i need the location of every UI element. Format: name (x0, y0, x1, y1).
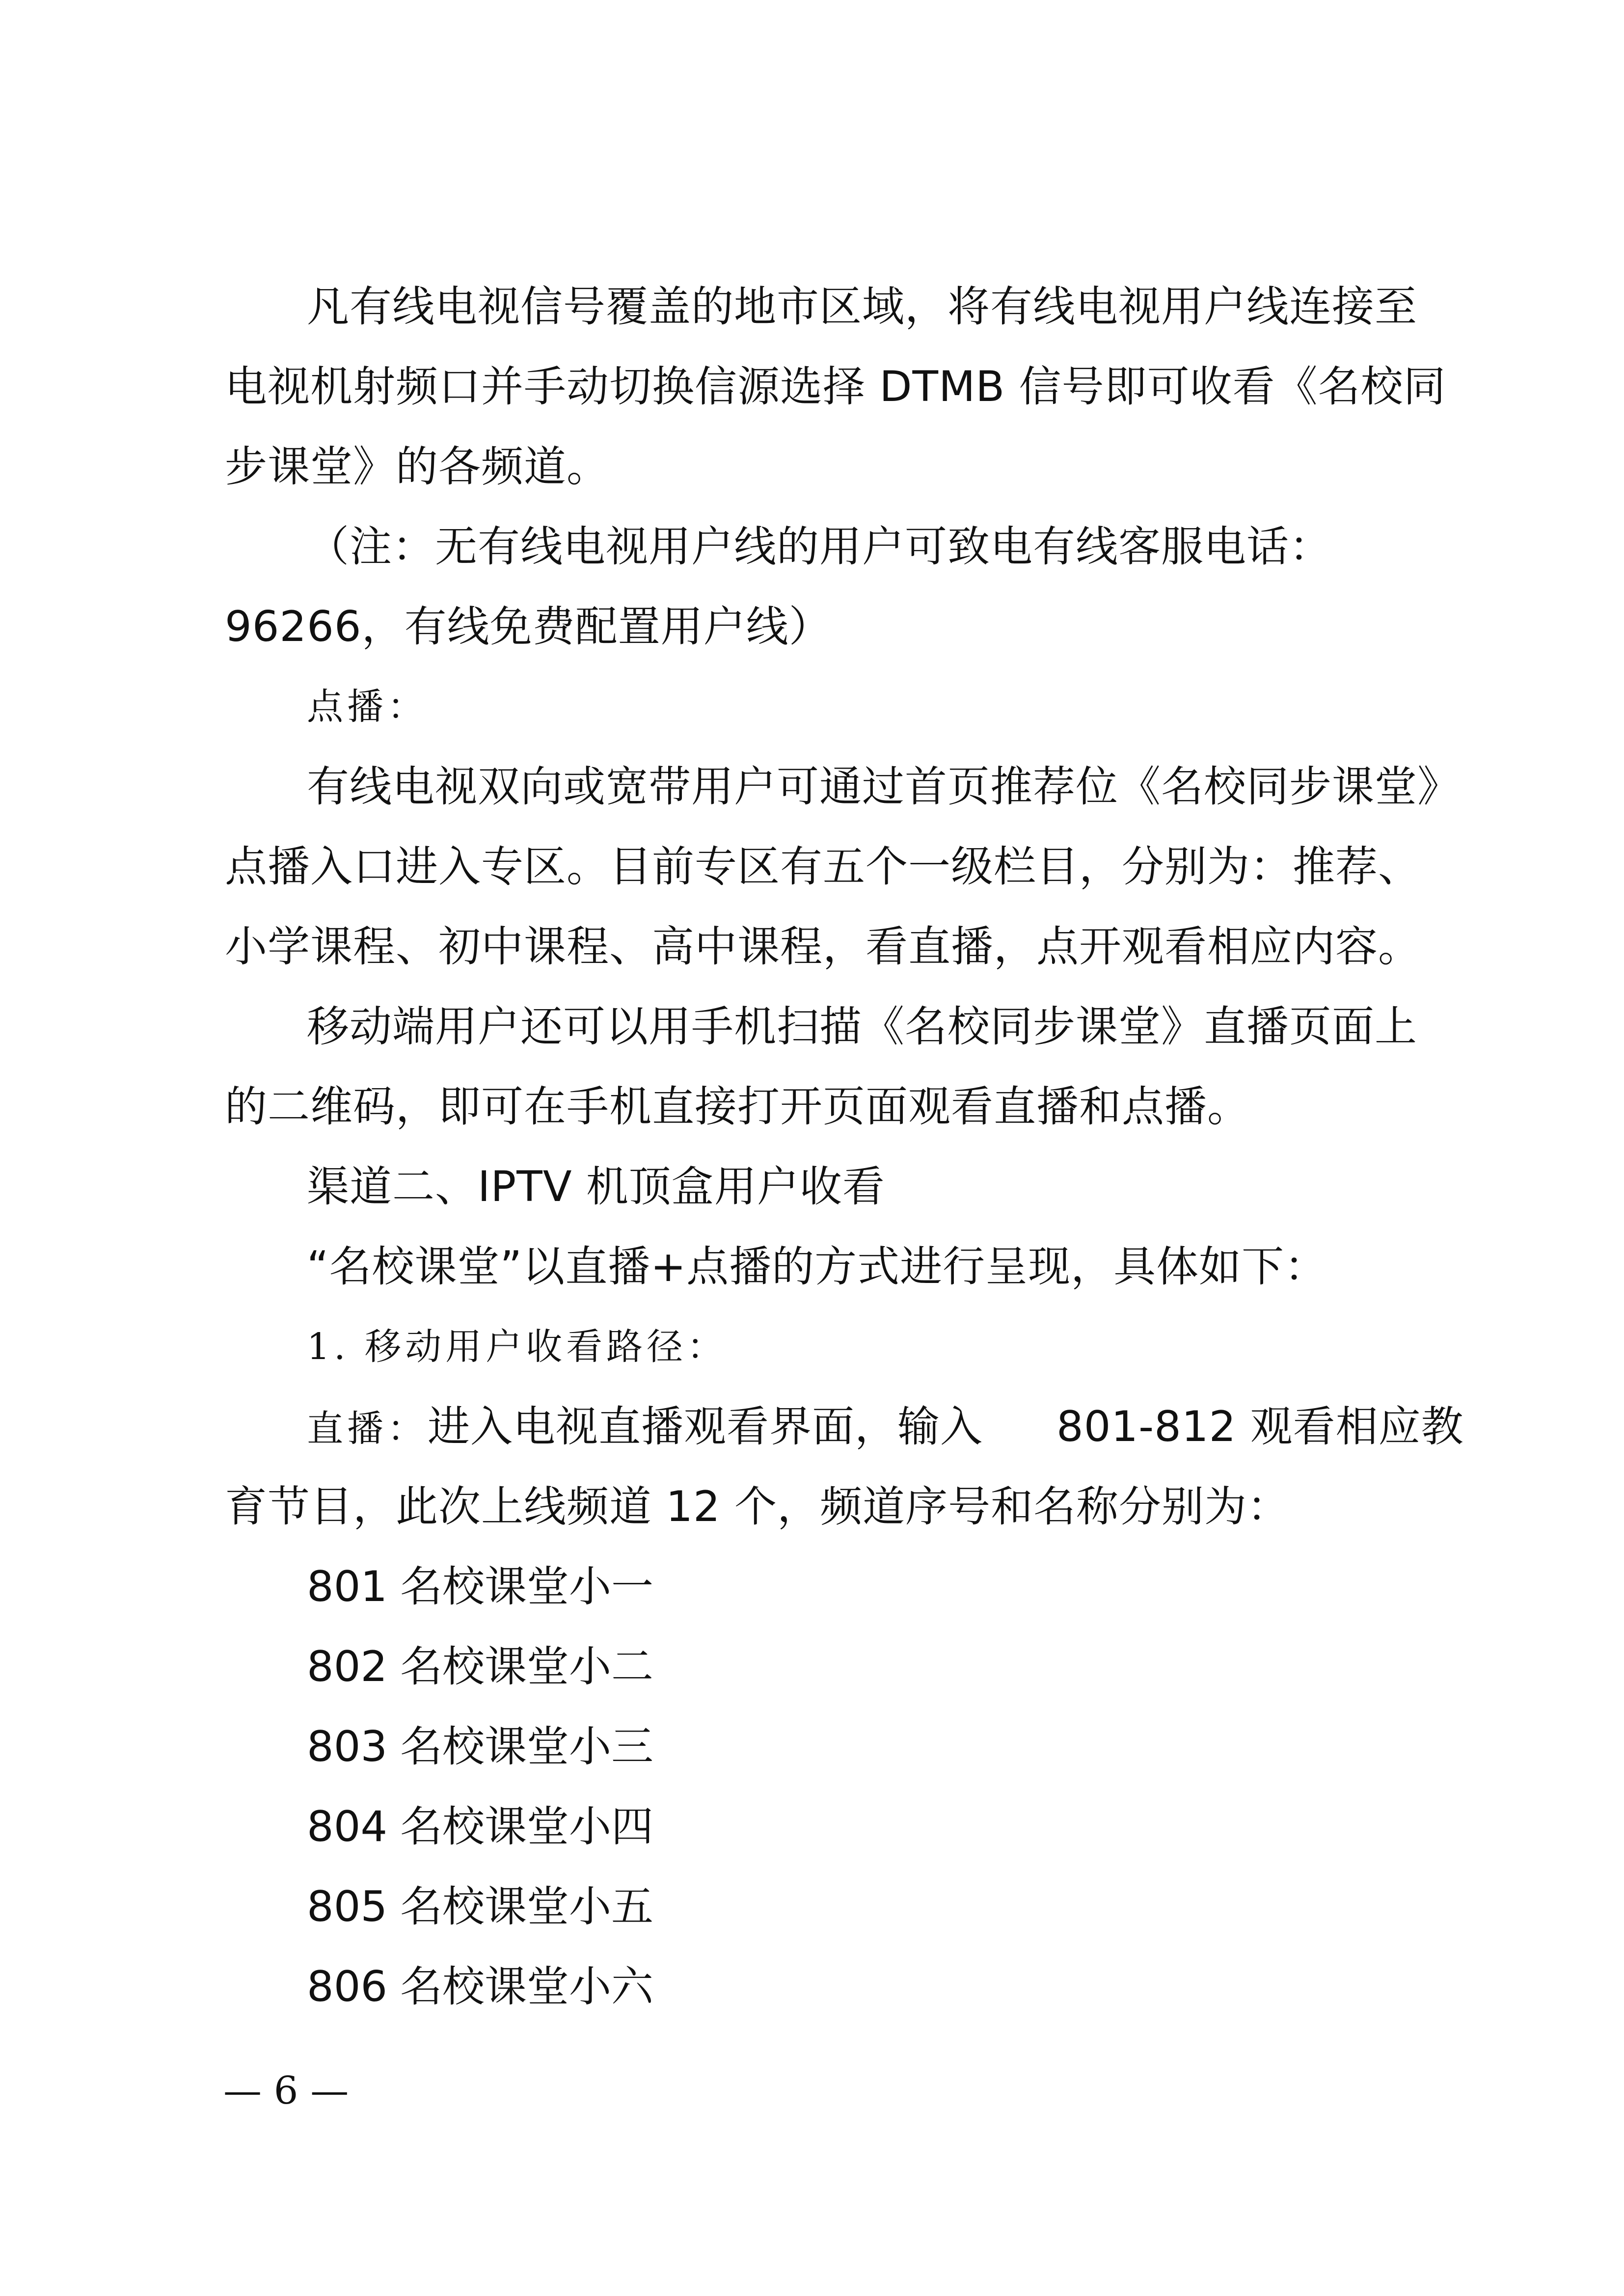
live-text-a: 进入电视直播观看界面，输入 (428, 1402, 983, 1451)
sub-heading: 1. 移动用户收看路径： (307, 1326, 728, 1368)
paragraph-line: 电视机射频口并手动切换信源选择 DTMB 信号即可收看《名校同 (225, 362, 1446, 411)
channel-name: 名校课堂小四 (400, 1802, 653, 1851)
paragraph-line: 点播入口进入专区。目前专区有五个一级栏目，分别为：推荐、 (225, 842, 1421, 891)
paragraph-line: 小学课程、初中课程、高中课程，看直播，点开观看相应内容。 (225, 922, 1421, 971)
channel-item (307, 1720, 653, 1774)
section-label: 点播： (307, 686, 428, 728)
paragraph-line: 育节目，此次上线频道 12 个，频道序号和名称分别为： (225, 1482, 1290, 1531)
paragraph-line (307, 1400, 1464, 1456)
paragraph-line: 有线电视双向或宽带用户可通过首页推荐位《名校同步课堂》 (307, 762, 1460, 811)
channel-item (307, 1880, 653, 1934)
channel-number: 802 (307, 1642, 388, 1691)
paragraph-line: “名校课堂”以直播+点播的方式进行呈现，具体如下： (307, 1242, 1327, 1291)
channel-number: 804 (307, 1802, 388, 1851)
channel-item (307, 1800, 653, 1854)
paragraph-line: 的二维码，即可在手机直接打开页面观看直播和点播。 (225, 1082, 1250, 1131)
channel-name: 名校课堂小一 (400, 1562, 653, 1611)
channel-item (307, 1640, 653, 1694)
live-text-b: 801-812 观看相应教 (1056, 1402, 1464, 1451)
channel-item (307, 1960, 653, 2014)
channel-number: 801 (307, 1562, 388, 1611)
channel-item (307, 1560, 653, 1614)
note-line: 96266，有线免费配置用户线） (225, 602, 832, 651)
channel-number: 805 (307, 1882, 388, 1931)
page-number: — 6 — (223, 2069, 349, 2113)
paragraph-line: 步课堂》的各频道。 (225, 442, 609, 491)
paragraph-line: 凡有线电视信号覆盖的地市区域，将有线电视用户线连接至 (307, 282, 1417, 331)
channel-name: 名校课堂小五 (400, 1882, 653, 1931)
live-label: 直播： (307, 1408, 428, 1450)
paragraph-line: 移动端用户还可以用手机扫描《名校同步课堂》直播页面上 (307, 1002, 1417, 1051)
section-heading: 渠道二、IPTV 机顶盒用户收看 (307, 1162, 885, 1211)
channel-name: 名校课堂小三 (400, 1722, 653, 1771)
channel-name: 名校课堂小二 (400, 1642, 653, 1691)
channel-name: 名校课堂小六 (400, 1962, 653, 2011)
channel-number: 806 (307, 1962, 388, 2011)
note-line: （注：无有线电视用户线的用户可致电有线客服电话： (307, 522, 1332, 571)
channel-number: 803 (307, 1722, 388, 1771)
